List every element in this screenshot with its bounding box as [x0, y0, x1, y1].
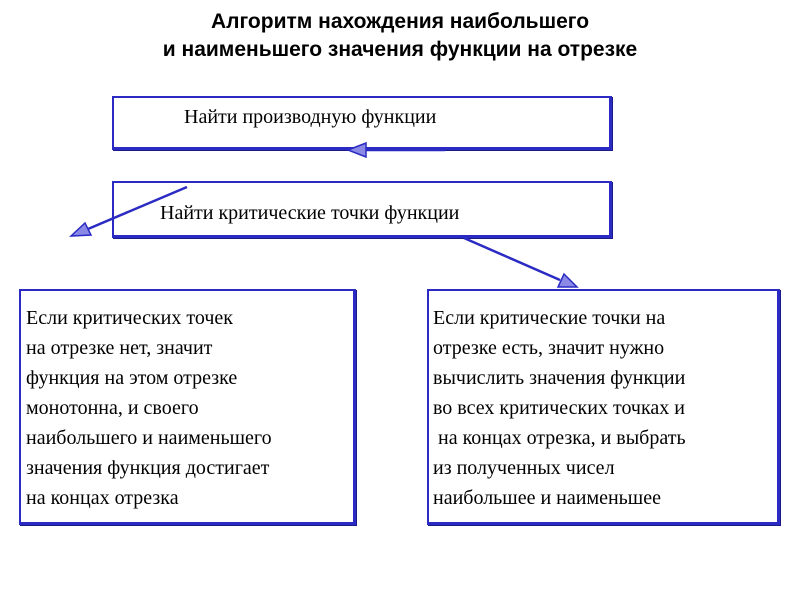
branch-right-line: отрезке есть, значит нужно	[433, 337, 665, 359]
title-line-1: Алгоритм нахождения наибольшего	[210, 10, 590, 33]
arrow-to-right-branch	[464, 238, 577, 287]
branch-left-line: функция на этом отрезке	[26, 367, 238, 389]
branch-right-line: наибольшее и наименьшее	[433, 487, 661, 509]
branch-left-line: монотонна, и своего	[26, 397, 199, 419]
step-find-critical-points-label: Найти критические точки функции	[160, 202, 460, 224]
step-find-derivative-label: Найти производную функции	[184, 106, 437, 128]
title-line-2: и наименьшего значения функции на отрезке	[162, 38, 638, 61]
branch-right-line: на концах отрезка, и выбрать	[433, 427, 686, 449]
arrow-step1-to-step2	[348, 143, 445, 157]
branch-left-line: на отрезке нет, значит	[26, 337, 213, 359]
arrow-to-left-branch	[71, 187, 187, 236]
branch-right-line: во всех критических точках и	[433, 397, 685, 419]
branch-right-line: вычислить значения функции	[433, 367, 686, 389]
branch-right-line: из полученных чисел	[433, 457, 615, 479]
branch-right-line: Если критические точки на	[433, 307, 666, 329]
branch-left-line: наибольшего и наименьшего	[26, 427, 272, 449]
branch-left-line: Если критических точек	[26, 307, 233, 329]
branch-left-line: значения функция достигает	[26, 457, 270, 479]
branch-left-line: на концах отрезка	[26, 487, 179, 509]
